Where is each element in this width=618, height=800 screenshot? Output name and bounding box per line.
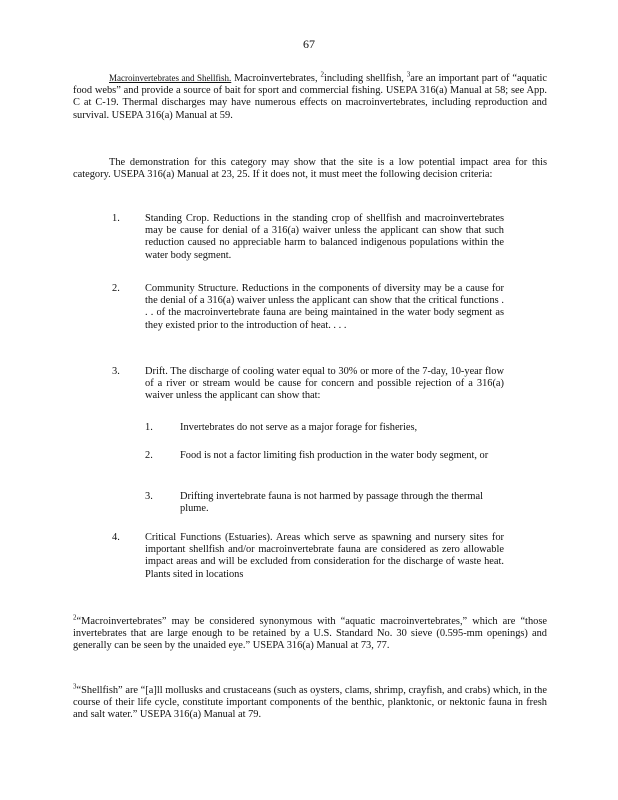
demonstration-paragraph: The demonstration for this category may show that the site is a low potential impact area for this category. USEPA 316(a) Manual at 23, 25. If it does not, it must meet the following decision criteria: [73,157,547,181]
footnote-2 [73,613,547,653]
intro-paragraph [73,72,547,122]
footnote-3 [73,682,547,722]
sub-item-number: 2. [145,450,153,461]
section-heading: Macroinvertebrates and Shellfish. [109,73,232,83]
footnote-mark: 2 [73,613,77,622]
sub-item-text: Invertebrates do not serve as a major forage for fisheries, [180,422,418,433]
footnote-text: “Shellfish” are “[a]ll mollusks and crustaceans (such as oysters, clams, shrimp, crayfish, and crabs) which, in the course of their life cycle, constitute important components of the benthic, planktonic, or nektonic fauna in fresh and salt water.” USEPA 316(a) Manual at 79. [73,685,547,721]
criterion-number: 1. [112,213,120,224]
sub-item-number: 1. [145,422,153,433]
criterion-text: Critical Functions (Estuaries). Areas which serve as spawning and nursery sites for important shellfish and/or macroinvertebrate fauna are considered as zero allowable impact areas and will be excluded from consideration for the discharge of waste heat. Plants sited in locations [145,532,504,580]
intro-text-b: including shellfish, [323,73,404,84]
page-number: 67 [303,37,315,51]
intro-text-a: Macroinvertebrates, [234,73,318,84]
sub-item-text: Food is not a factor limiting fish production in the water body segment, or [180,450,489,461]
intro-text-c: are an important part of “aquatic food webs” and provide a source of bait for sport and commercial fishing. USEPA 316(a) Manual at 58; see App. C at C-19. Thermal discharges may have numerous effects on macroinvertebrates, including reproduction and survival. USEPA 316(a) Manual at 59. [73,73,547,121]
sub-item-number: 3. [145,491,153,502]
criterion-number: 2. [112,283,120,294]
criterion-text: Standing Crop. Reductions in the standing crop of shellfish and macroinvertebrates may be cause for denial of a 316(a) waiver unless the applicant can show that such reduction caused no appreciable harm to balanced indigenous populations within the water body segment. [145,213,504,261]
footnote-mark: 3 [73,682,77,691]
criterion-text: Community Structure. Reductions in the components of diversity may be a cause for the denial of a 316(a) waiver unless the applicant can show that the critical functions . . . of the macroinvertebrate fauna are being maintained in the water body segment as they existed prior to the introduction of heat. . . . [145,283,504,331]
criterion-number: 3. [112,366,120,377]
criterion-number: 4. [112,532,120,543]
footnote-ref-3: 3 [406,70,411,79]
footnote-ref-2: 2 [320,70,324,79]
criterion-text: Drift. The discharge of cooling water equal to 30% or more of the 7-day, 10-year flow of a river or stream would be cause for concern and possible rejection of a 316(a) waiver unless the applicant can show that: [145,366,504,402]
sub-item-text: Drifting invertebrate fauna is not harmed by passage through the thermal plume. [180,491,483,515]
footnote-text: “Macroinvertebrates” may be considered synonymous with “aquatic macroinvertebrates,” which are “those invertebrates that are large enough to be retained by a U.S. Standard No. 30 sieve (0.595-mm openings) and generally can be seen by the unaided eye.” USEPA 316(a) Manual at 73, 77. [73,616,547,652]
